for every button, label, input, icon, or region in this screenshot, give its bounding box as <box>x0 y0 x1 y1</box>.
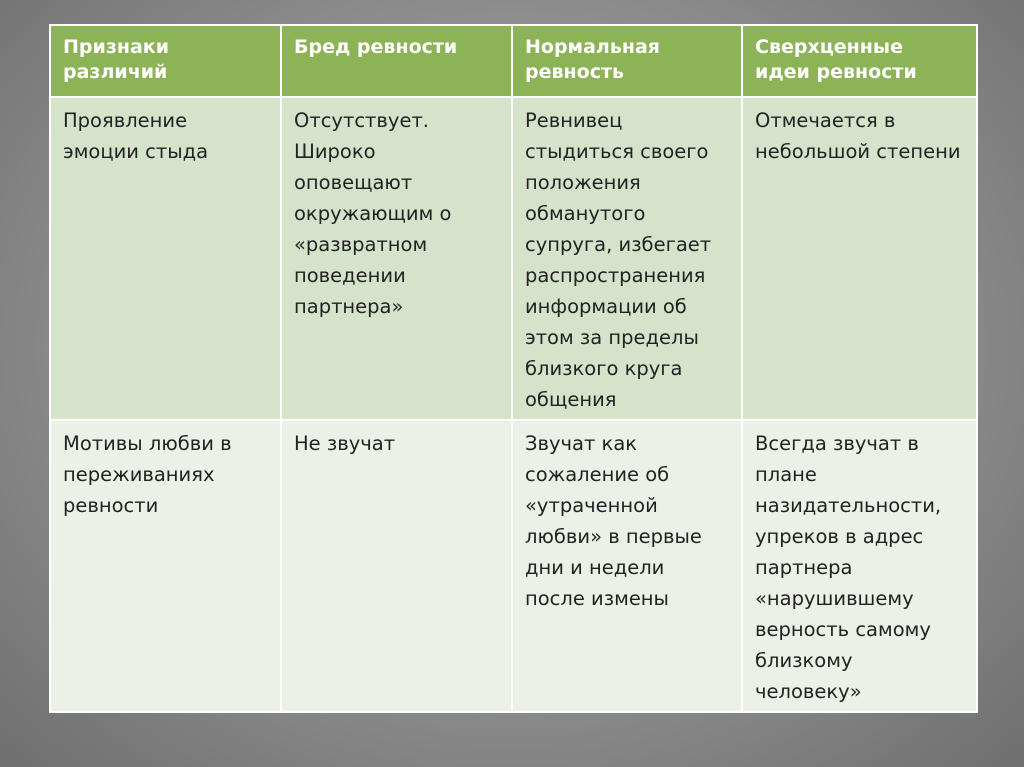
table-row <box>50 97 977 420</box>
header-overvalued-ideas: Сверхценные идеи ревности <box>742 25 977 97</box>
header-row <box>50 25 977 97</box>
header-signs-of-difference: Признаки различий <box>50 25 281 97</box>
table-cell: Всегда звучат в плане назидательности, упреков в адрес партнера «нарушившему верность самому близкому человеку» <box>742 420 977 712</box>
table-cell: Проявление эмоции стыда <box>50 97 281 420</box>
comparison-table-frame <box>49 24 976 704</box>
header-normal-jealousy: Нормальная ревность <box>512 25 742 97</box>
table-cell: Мотивы любви в переживаниях ревности <box>50 420 281 712</box>
table-cell: Отсутствует. Широко оповещают окружающим о «развратном поведении партнера» <box>281 97 512 420</box>
table-cell: Не звучат <box>281 420 512 712</box>
comparison-table <box>49 24 978 713</box>
table-cell: Ревнивец стыдиться своего положения обманутого супруга, избегает распространения информации об этом за пределы близкого круга общения <box>512 97 742 420</box>
table-row <box>50 420 977 712</box>
header-delusional-jealousy: Бред ревности <box>281 25 512 97</box>
table-cell: Отмечается в небольшой степени <box>742 97 977 420</box>
table-cell: Звучат как сожаление об «утраченной любви» в первые дни и недели после измены <box>512 420 742 712</box>
